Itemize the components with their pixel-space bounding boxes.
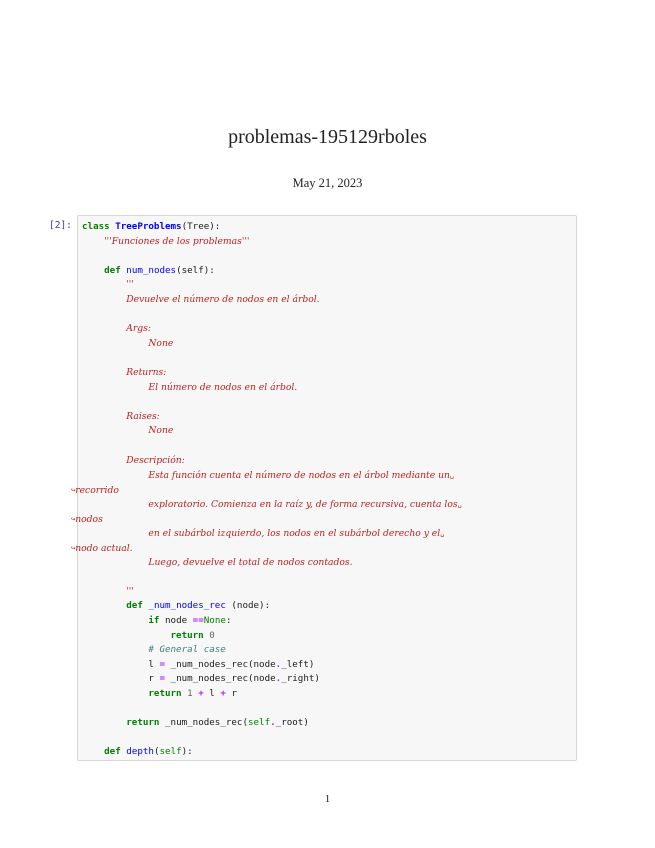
cell-input-prompt: [2]:: [49, 220, 72, 231]
code-line: [78, 556, 578, 571]
code-token: r: [148, 673, 160, 685]
code-token: =: [159, 673, 166, 685]
code-token: def: [126, 600, 149, 612]
code-token: ↪: [71, 485, 76, 494]
code-token: 1: [187, 688, 193, 699]
code-token: ␣: [449, 471, 455, 480]
code-token: num_nodes: [126, 264, 177, 276]
code-token: self: [159, 746, 182, 758]
code-token: ↪: [71, 544, 76, 553]
document-date: May 21, 2023: [292, 176, 363, 190]
code-line: [78, 570, 578, 585]
code-token: node: [165, 615, 193, 627]
code-line: [78, 293, 578, 308]
code-token: _left): [281, 658, 315, 670]
code-token: ==: [192, 615, 204, 627]
code-token: ''': [126, 279, 134, 291]
code-token: +: [220, 688, 226, 699]
code-line: [78, 497, 578, 512]
code-token: .: [275, 658, 282, 670]
code-token: depth: [126, 746, 154, 758]
code-line: [78, 585, 578, 600]
code-token: self: [247, 717, 271, 729]
code-line: [78, 702, 578, 717]
code-line: [78, 220, 578, 235]
code-line: [78, 439, 578, 454]
code-token: _root): [275, 717, 309, 729]
code-line: [78, 672, 578, 687]
code-line: [78, 745, 578, 760]
code-token: return: [170, 629, 210, 641]
code-token: def: [104, 264, 127, 276]
code-token: (: [153, 746, 160, 758]
document-title: problemas-195129rboles: [228, 126, 427, 148]
code-token: None: [148, 425, 174, 437]
code-token: :: [225, 615, 232, 627]
code-line: [78, 658, 578, 673]
code-line: [78, 264, 578, 279]
code-token: _num_nodes_rec(: [165, 717, 248, 729]
code-token: _num_nodes_rec(node: [165, 658, 276, 670]
code-line: [78, 322, 578, 337]
code-line: [78, 366, 578, 381]
code-token: def: [104, 746, 127, 758]
code-token: Args:: [126, 323, 151, 335]
code-token: 0: [209, 629, 215, 641]
code-token: =: [159, 658, 166, 670]
code-token: # General case: [148, 644, 226, 656]
code-line: [67, 541, 578, 556]
code-token: class: [82, 221, 116, 232]
code-token: None: [148, 337, 174, 349]
page-number: 1: [324, 793, 331, 805]
code-line: [78, 614, 578, 629]
code-line: [78, 643, 578, 658]
code-line: [78, 235, 578, 250]
code-token: _num_nodes_rec(node: [165, 673, 276, 685]
code-line: [78, 278, 578, 293]
code-token: None: [203, 615, 226, 627]
code-token: if: [148, 615, 165, 627]
code-line: [78, 308, 578, 323]
code-block: [71, 220, 578, 760]
code-token: exploratorio. Comienza en la raíz y, de forma recursiva, cuenta los: [148, 499, 458, 511]
code-token: nodos: [75, 513, 103, 525]
code-line: [78, 687, 578, 702]
code-token: ␣: [457, 500, 462, 509]
code-token: Luego, devuelve el total de nodos contados.: [148, 556, 353, 568]
code-token: _num_nodes_rec: [148, 600, 226, 612]
code-token: ␣: [440, 529, 445, 538]
code-token: return: [126, 717, 165, 729]
code-token: ↪: [71, 514, 76, 523]
code-token: Returns:: [126, 366, 167, 378]
code-token: nodo actual.: [75, 543, 133, 555]
code-token: r: [225, 688, 237, 699]
code-token: en el subárbol izquierdo, los nodos en el subárbol derecho y el: [148, 528, 441, 540]
code-token: return: [148, 688, 188, 699]
code-token: El número de nodos en el árbol.: [148, 381, 298, 393]
code-token: '''Funciones de los problemas''': [104, 235, 250, 247]
code-token: (Tree):: [181, 221, 221, 232]
code-line: [78, 395, 578, 410]
code-line: [78, 599, 578, 614]
code-token: .: [275, 673, 282, 685]
code-line: [78, 716, 578, 731]
code-line: [78, 351, 578, 366]
code-line: [67, 483, 578, 498]
code-line: [78, 731, 578, 746]
code-token: ):: [181, 746, 193, 758]
code-token: Esta función cuenta el número de nodos en el árbol mediante un: [148, 470, 450, 482]
code-token: l: [148, 658, 160, 670]
code-token: .: [270, 717, 276, 729]
code-cell[interactable]: [71, 215, 577, 761]
code-line: [78, 381, 578, 396]
code-token: TreeProblems: [115, 221, 182, 232]
code-line: [78, 629, 578, 644]
code-token: Devuelve el número de nodos en el árbol.: [126, 293, 320, 305]
code-line: [78, 410, 578, 425]
code-token: (self):: [176, 264, 215, 276]
code-line: [78, 468, 578, 483]
code-line: [78, 526, 578, 541]
code-token: (node):: [225, 600, 271, 612]
code-token: Descripción:: [126, 454, 185, 466]
code-line: [78, 454, 578, 469]
code-token: Raises:: [126, 410, 160, 422]
code-token: _right): [281, 673, 320, 685]
code-line: [67, 512, 578, 527]
code-line: [78, 424, 578, 439]
code-token: ''': [126, 585, 134, 597]
code-line: [78, 337, 578, 352]
code-line: [78, 249, 578, 264]
code-token: recorrido: [75, 484, 119, 496]
code-token: +: [198, 688, 204, 699]
code-token: l: [203, 688, 221, 699]
